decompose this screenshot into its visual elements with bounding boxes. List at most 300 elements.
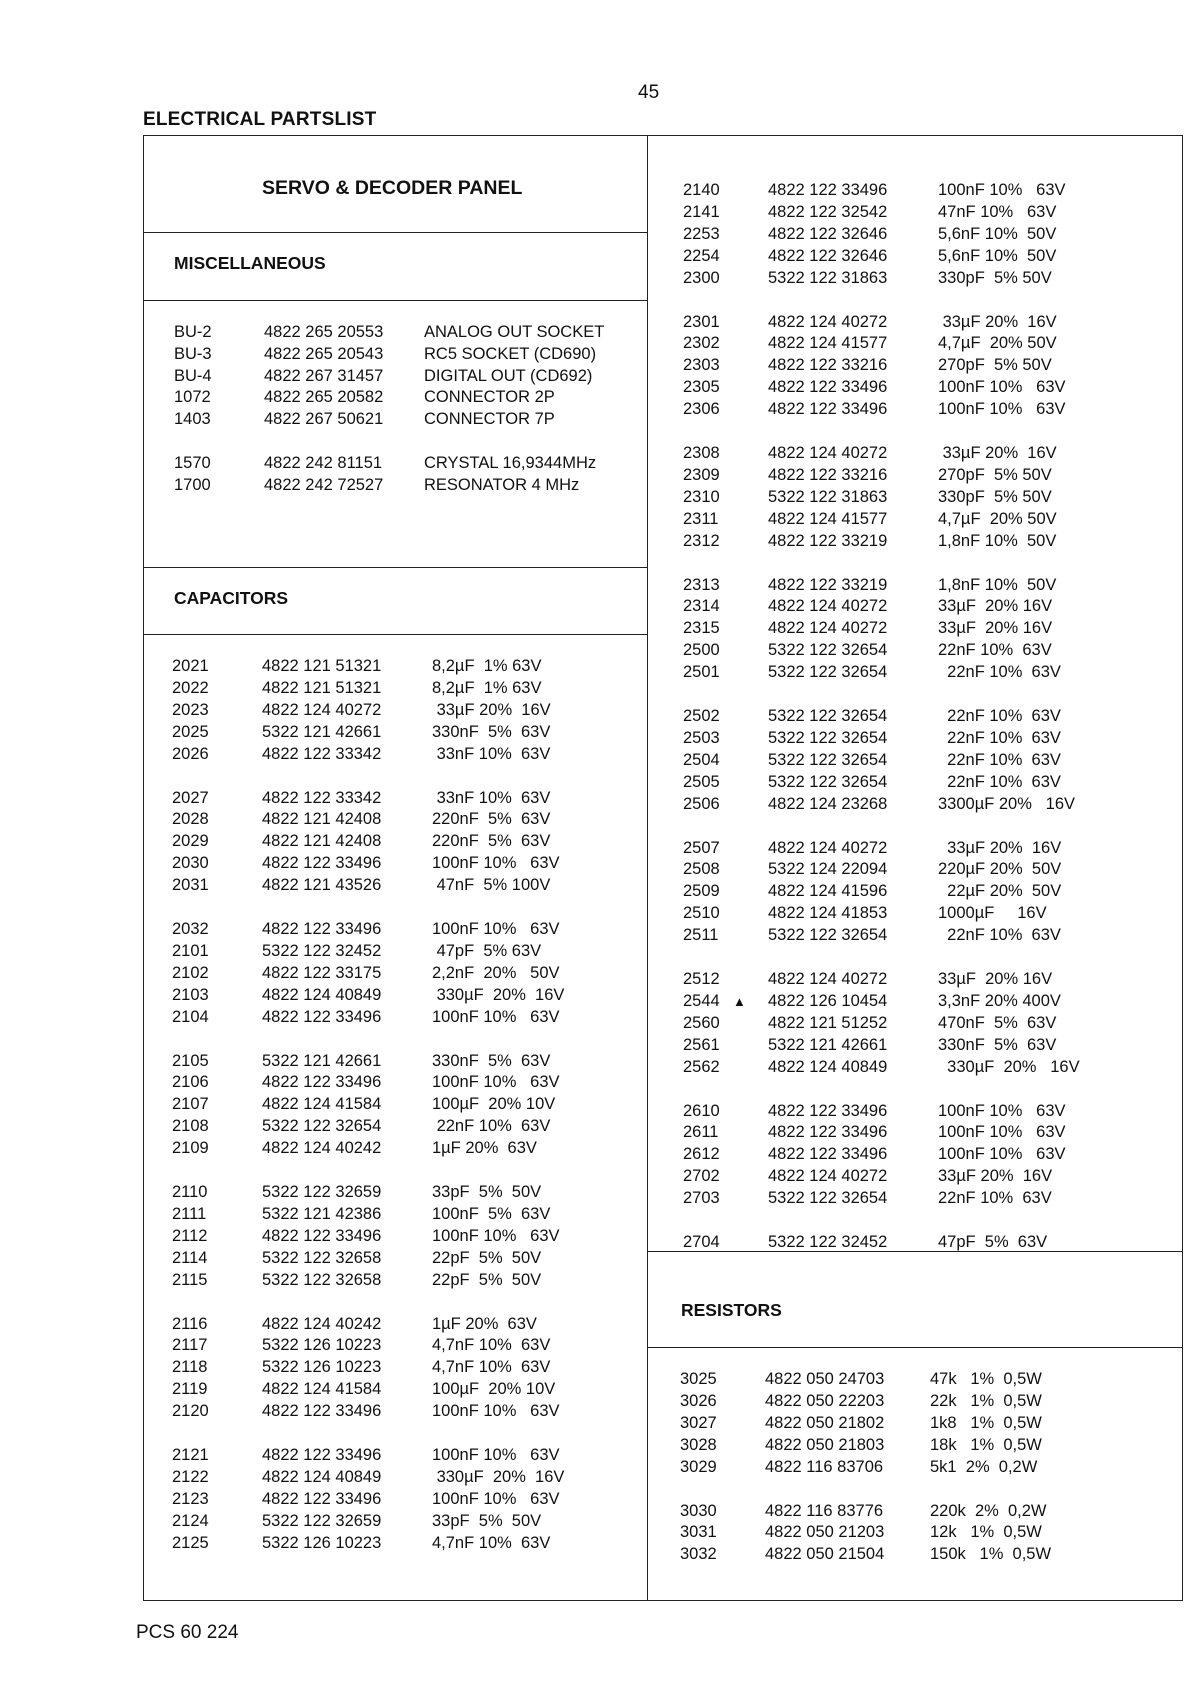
part-code: 4822 242 72527 (264, 475, 384, 494)
part-description: 100µF 20% 10V (432, 1380, 556, 1399)
part-row (683, 903, 1163, 923)
part-position: 3026 (680, 1391, 717, 1410)
part-row (683, 772, 1163, 792)
part-code: 4822 050 21203 (765, 1523, 885, 1542)
part-code: 5322 122 32654 (768, 750, 888, 769)
part-code: 4822 124 40849 (262, 1467, 382, 1486)
part-position: 2141 (683, 202, 720, 221)
part-row (683, 377, 1163, 397)
part-code: 5322 122 32654 (768, 707, 888, 725)
part-position: 2022 (172, 678, 209, 697)
part-description: 100µF 20% 10V (432, 1095, 556, 1114)
part-row (172, 809, 632, 829)
part-description: 8,2µF 1% 63V (432, 678, 542, 697)
part-code: 4822 124 40242 (262, 1139, 382, 1158)
part-description: 33nF 10% 63V (432, 744, 551, 763)
part-row (172, 1379, 632, 1399)
part-row (172, 1357, 632, 1377)
part-description: 22nF 10% 63V (432, 1117, 551, 1136)
part-position: 3030 (680, 1501, 717, 1520)
part-description: 100nF 10% 63V (938, 1123, 1066, 1142)
part-code: 4822 122 32542 (768, 202, 888, 221)
part-position: 3025 (680, 1370, 717, 1388)
part-position: 2101 (172, 941, 209, 960)
part-code: 4822 122 33496 (768, 181, 888, 199)
part-row (174, 409, 634, 429)
part-position: 2313 (683, 575, 720, 594)
part-code: 4822 267 31457 (264, 366, 384, 385)
part-row (683, 531, 1163, 551)
part-position: 2121 (172, 1446, 209, 1464)
part-position: BU-4 (174, 366, 212, 385)
part-row (172, 1072, 632, 1092)
part-code: 5322 126 10223 (262, 1533, 382, 1552)
part-position: 2125 (172, 1533, 209, 1552)
part-position: 2023 (172, 700, 209, 719)
part-row (680, 1457, 1160, 1477)
part-row (172, 1138, 632, 1158)
part-description: 5k1 2% 0,2W (930, 1457, 1038, 1476)
part-code: 5322 122 32658 (262, 1270, 382, 1289)
part-row (174, 322, 634, 342)
part-row (172, 678, 632, 698)
part-description: 33µF 20% 16V (938, 838, 1062, 857)
part-code: 4822 122 32646 (768, 224, 888, 243)
part-description: 33µF 20% 16V (938, 619, 1053, 638)
part-row (683, 1232, 1163, 1252)
part-position: 2504 (683, 750, 720, 769)
part-code: 4822 121 43526 (262, 876, 382, 895)
section-heading-capacitors: CAPACITORS (174, 588, 289, 608)
part-description: 4,7µF 20% 50V (938, 334, 1057, 353)
part-code: 5322 121 42661 (262, 722, 382, 741)
part-row (172, 1051, 632, 1071)
part-code: 4822 122 33496 (262, 1489, 382, 1508)
part-row (172, 1182, 632, 1202)
part-row (172, 1489, 632, 1509)
part-row (172, 700, 632, 720)
part-code: 4822 265 20553 (264, 323, 384, 341)
divider (647, 1347, 1183, 1348)
part-position: 2503 (683, 728, 720, 747)
part-position: 2300 (683, 268, 720, 287)
part-code: 5322 124 22094 (768, 860, 888, 879)
part-position: 2309 (683, 465, 720, 484)
part-code: 4822 122 33496 (262, 854, 382, 873)
part-description: 100nF 10% 63V (938, 181, 1066, 199)
part-description: 22µF 20% 50V (938, 882, 1062, 901)
part-description: 470nF 5% 63V (938, 1013, 1057, 1032)
part-row (172, 656, 632, 676)
part-row (172, 919, 632, 939)
part-row (174, 453, 634, 473)
part-position: 2704 (683, 1233, 720, 1251)
part-position: 2109 (172, 1139, 209, 1158)
part-description: 100nF 10% 63V (432, 1446, 560, 1464)
part-description: 100nF 10% 63V (432, 1402, 560, 1421)
document-title: ELECTRICAL PARTSLIST (143, 109, 377, 130)
part-description: 33µF 20% 16V (938, 1167, 1053, 1186)
part-code: 4822 122 33496 (768, 378, 888, 397)
part-position: 2108 (172, 1117, 209, 1136)
part-code: 4822 122 33496 (262, 1446, 382, 1464)
part-code: 4822 265 20543 (264, 344, 384, 363)
part-position: 2302 (683, 334, 720, 353)
part-row (172, 1314, 632, 1334)
part-description: 1,8nF 10% 50V (938, 531, 1057, 550)
part-row (172, 788, 632, 808)
part-position: 2510 (683, 904, 720, 923)
section-heading-miscellaneous: MISCELLANEOUS (174, 253, 326, 273)
part-description: 22nF 10% 63V (938, 750, 1061, 769)
part-description: 47nF 5% 100V (432, 876, 551, 895)
part-code: 4822 122 33342 (262, 788, 382, 807)
part-row (680, 1391, 1160, 1411)
part-description: CONNECTOR 7P (424, 410, 555, 429)
part-position: 2253 (683, 224, 720, 243)
part-row (172, 853, 632, 873)
part-description: 100nF 10% 63V (432, 854, 560, 873)
part-description: 33µF 20% 16V (938, 597, 1053, 616)
divider (143, 634, 648, 635)
part-description: 47pF 5% 63V (432, 941, 542, 960)
part-row (172, 1226, 632, 1246)
part-position: 2501 (683, 663, 720, 682)
part-row (172, 1511, 632, 1531)
part-position: 2305 (683, 378, 720, 397)
part-position: 2031 (172, 876, 209, 895)
part-description: 47pF 5% 63V (938, 1233, 1048, 1251)
part-code: 4822 116 83706 (765, 1457, 884, 1476)
part-code: 4822 122 33496 (262, 1226, 382, 1245)
part-description: 4,7nF 10% 63V (432, 1336, 551, 1355)
part-position: 2110 (172, 1183, 208, 1201)
part-row (174, 366, 634, 386)
part-code: 5322 122 32654 (768, 772, 888, 791)
part-row (174, 387, 634, 407)
part-row (172, 1467, 632, 1487)
part-row (683, 202, 1163, 222)
part-position: 2314 (683, 597, 720, 616)
part-code: 4822 124 41584 (262, 1095, 382, 1114)
part-description: 100nF 10% 63V (938, 378, 1066, 397)
part-position: 2124 (172, 1511, 209, 1530)
part-description: 100nF 10% 63V (938, 1101, 1066, 1120)
part-description: 22nF 10% 63V (938, 1189, 1052, 1208)
part-code: 4822 242 81151 (264, 454, 383, 472)
safety-warning-icon: ▲ (733, 993, 746, 1009)
part-description: 100nF 10% 63V (938, 400, 1066, 419)
part-position: 2610 (683, 1101, 720, 1120)
divider (143, 232, 648, 233)
part-description: 33µF 20% 16V (938, 970, 1053, 988)
part-code: 4822 124 40272 (262, 700, 382, 719)
divider (143, 300, 648, 301)
part-code: 5322 122 32659 (262, 1183, 382, 1201)
part-position: 2030 (172, 854, 209, 873)
part-description: 330nF 5% 63V (938, 1035, 1057, 1054)
part-row (683, 991, 1163, 1011)
part-row (680, 1501, 1160, 1521)
part-row (683, 838, 1163, 858)
part-position: 2507 (683, 838, 720, 857)
part-description: 22nF 10% 63V (938, 707, 1061, 725)
part-description: 1,8nF 10% 50V (938, 575, 1057, 594)
part-row (172, 1533, 632, 1553)
part-description: 3300µF 20% 16V (938, 794, 1076, 813)
part-code: 4822 122 33219 (768, 575, 888, 594)
part-code: 4822 124 40272 (768, 619, 888, 638)
part-description: 33µF 20% 16V (938, 312, 1057, 331)
part-code: 4822 122 33496 (768, 1145, 888, 1164)
part-description: CONNECTOR 2P (424, 388, 555, 407)
part-position: 2106 (172, 1073, 209, 1092)
part-code: 4822 050 21802 (765, 1413, 885, 1432)
part-description: 3,3nF 20% 400V (938, 991, 1061, 1010)
part-description: 100nF 5% 63V (432, 1204, 551, 1223)
part-code: 4822 122 32646 (768, 246, 888, 265)
part-row (683, 640, 1163, 660)
part-position: 3028 (680, 1435, 717, 1454)
part-description: 5,6nF 10% 50V (938, 224, 1057, 243)
part-row (683, 1035, 1163, 1055)
part-row (172, 1204, 632, 1224)
part-description: 5,6nF 10% 50V (938, 246, 1057, 265)
part-code: 4822 122 33496 (262, 1007, 382, 1026)
part-row (174, 344, 634, 364)
part-description: 220nF 5% 63V (432, 810, 551, 829)
part-position: 2702 (683, 1167, 720, 1186)
part-row (683, 1057, 1163, 1077)
part-position: 2612 (683, 1145, 720, 1164)
section-heading-resistors: RESISTORS (681, 1300, 782, 1320)
part-row (683, 662, 1163, 682)
part-description: 47k 1% 0,5W (930, 1370, 1042, 1388)
part-code: 4822 124 40272 (768, 312, 888, 331)
page-number: 45 (638, 82, 660, 103)
part-row (683, 1122, 1163, 1142)
part-code: 4822 124 41577 (768, 334, 888, 353)
part-code: 4822 121 51252 (768, 1013, 888, 1032)
part-description: 22nF 10% 63V (938, 663, 1061, 682)
part-code: 5322 122 32658 (262, 1248, 382, 1267)
part-code: 4822 121 51321 (262, 657, 382, 675)
part-position: 2312 (683, 531, 720, 550)
part-code: 4822 050 21504 (765, 1545, 885, 1564)
part-row (683, 1166, 1163, 1186)
part-position: 2114 (172, 1248, 208, 1267)
part-row (683, 794, 1163, 814)
part-row (172, 1335, 632, 1355)
part-description: 1k8 1% 0,5W (930, 1413, 1042, 1432)
part-row (683, 355, 1163, 375)
part-code: 4822 124 40272 (768, 1167, 888, 1186)
part-code: 4822 124 40849 (262, 985, 382, 1004)
part-description: 33pF 5% 50V (432, 1511, 542, 1530)
part-code: 4822 124 40849 (768, 1057, 888, 1076)
part-code: 5322 121 42661 (262, 1051, 382, 1070)
part-code: 4822 122 33216 (768, 356, 888, 375)
part-position: 2115 (172, 1270, 208, 1289)
part-code: 4822 265 20582 (264, 388, 384, 407)
part-description: 22nF 10% 63V (938, 728, 1061, 747)
part-position: 2122 (172, 1467, 209, 1486)
footer-code: PCS 60 224 (136, 1622, 239, 1643)
part-row (683, 1013, 1163, 1033)
part-description: 2,2nF 20% 50V (432, 963, 560, 982)
part-row (172, 1248, 632, 1268)
part-row (683, 575, 1163, 595)
part-position: 2254 (683, 246, 720, 265)
part-row (683, 728, 1163, 748)
divider (143, 567, 648, 568)
part-description: 22nF 10% 63V (938, 641, 1052, 660)
part-position: 1072 (174, 388, 211, 407)
part-description: 330nF 5% 63V (432, 722, 551, 741)
part-row (680, 1369, 1160, 1389)
part-code: 4822 267 50621 (264, 410, 384, 429)
part-code: 4822 124 40272 (768, 597, 888, 616)
part-code: 5322 122 31863 (768, 268, 888, 287)
part-code: 5322 122 32654 (768, 926, 888, 945)
part-position: 2303 (683, 356, 720, 375)
part-code: 5322 122 32654 (768, 663, 888, 682)
part-description: 1µF 20% 63V (432, 1139, 537, 1158)
part-description: 18k 1% 0,5W (930, 1435, 1042, 1454)
part-position: 2120 (172, 1402, 209, 1421)
part-code: 5322 122 32654 (262, 1117, 382, 1136)
part-code: 4822 124 40272 (768, 838, 888, 857)
part-description: 100nF 10% 63V (432, 1073, 560, 1092)
part-position: 2103 (172, 985, 209, 1004)
part-code: 5322 122 31863 (768, 487, 888, 506)
part-code: 4822 124 40242 (262, 1314, 382, 1333)
part-row (683, 596, 1163, 616)
part-position: 2102 (172, 963, 209, 982)
part-row (172, 1094, 632, 1114)
part-description: 1000µF 16V (938, 904, 1047, 923)
part-position: 2025 (172, 722, 209, 741)
part-position: 2027 (172, 788, 209, 807)
part-row (683, 246, 1163, 266)
part-description: 22k 1% 0,5W (930, 1391, 1042, 1410)
part-position: 2123 (172, 1489, 209, 1508)
part-position: 3027 (680, 1413, 717, 1432)
part-description: 100nF 10% 63V (432, 1007, 560, 1026)
part-description: 22nF 10% 63V (938, 926, 1061, 945)
part-row (172, 963, 632, 983)
part-position: 2032 (172, 920, 209, 938)
part-code: 4822 116 83776 (765, 1501, 884, 1520)
part-code: 5322 126 10223 (262, 1336, 382, 1355)
part-position: 2502 (683, 707, 720, 725)
part-row (683, 1101, 1163, 1121)
part-row (683, 399, 1163, 419)
part-code: 4822 121 51321 (262, 678, 382, 697)
part-position: 2116 (172, 1314, 208, 1333)
part-code: 5322 121 42386 (262, 1204, 382, 1223)
part-code: 4822 122 33496 (262, 1073, 382, 1092)
part-row (683, 487, 1163, 507)
part-position: 2118 (172, 1358, 208, 1377)
part-code: 4822 124 41577 (768, 509, 888, 528)
part-description: 220µF 20% 50V (938, 860, 1062, 879)
part-code: 4822 124 41596 (768, 882, 888, 901)
part-code: 5322 122 32654 (768, 1189, 888, 1208)
part-description: 4,7nF 10% 63V (432, 1358, 551, 1377)
part-description: 4,7µF 20% 50V (938, 509, 1057, 528)
part-code: 4822 122 33496 (262, 1402, 382, 1421)
part-row (680, 1522, 1160, 1542)
part-row (683, 618, 1163, 638)
part-position: 3032 (680, 1545, 717, 1564)
part-description: CRYSTAL 16,9344MHz (424, 454, 597, 472)
part-row (683, 750, 1163, 770)
part-position: 2301 (683, 312, 720, 331)
part-description: 100nF 10% 63V (938, 1145, 1066, 1164)
part-position: 3029 (680, 1457, 717, 1476)
part-position: 2119 (172, 1380, 208, 1399)
part-code: 5322 122 32659 (262, 1511, 382, 1530)
part-row (172, 1116, 632, 1136)
part-code: 4822 124 23268 (768, 794, 888, 813)
part-code: 4822 122 33216 (768, 465, 888, 484)
part-description: 8,2µF 1% 63V (432, 657, 542, 675)
part-row (172, 875, 632, 895)
part-position: 2021 (172, 657, 209, 675)
part-code: 5322 122 32654 (768, 728, 888, 747)
part-description: 4,7nF 10% 63V (432, 1533, 551, 1552)
part-code: 5322 122 32452 (768, 1233, 888, 1251)
part-description: 100nF 10% 63V (432, 1226, 560, 1245)
part-row (680, 1544, 1160, 1564)
part-description: 330pF 5% 50V (938, 268, 1052, 287)
part-row (174, 475, 634, 495)
part-position: 2505 (683, 772, 720, 791)
part-code: 4822 121 42408 (262, 832, 382, 851)
part-position: 2111 (172, 1204, 207, 1223)
part-code: 4822 122 33219 (768, 531, 888, 550)
part-code: 5322 122 32654 (768, 641, 888, 660)
part-position: 2117 (172, 1336, 208, 1355)
part-description: RESONATOR 4 MHz (424, 475, 580, 494)
part-position: 2028 (172, 810, 209, 829)
part-position: 2562 (683, 1057, 720, 1076)
part-position: 2107 (172, 1095, 209, 1114)
part-row (172, 1401, 632, 1421)
part-description: 330µF 20% 16V (432, 1467, 565, 1486)
part-position: 2511 (683, 926, 719, 945)
part-position: 2308 (683, 444, 720, 462)
part-description: 1µF 20% 63V (432, 1314, 537, 1333)
part-row (683, 312, 1163, 332)
part-row (680, 1435, 1160, 1455)
part-code: 4822 122 33496 (262, 920, 382, 938)
part-position: 2611 (683, 1123, 719, 1142)
part-code: 4822 122 33342 (262, 744, 382, 763)
part-code: 4822 122 33496 (768, 400, 888, 419)
part-row (172, 722, 632, 742)
part-description: 22nF 10% 63V (938, 772, 1061, 791)
part-position: 1700 (174, 475, 211, 494)
part-code: 4822 124 40272 (768, 970, 888, 988)
part-position: 2029 (172, 832, 209, 851)
part-position: 3031 (680, 1523, 717, 1542)
part-row (683, 1144, 1163, 1164)
part-description: 33µF 20% 16V (432, 700, 551, 719)
part-description: 33µF 20% 16V (938, 444, 1057, 462)
part-row (683, 333, 1163, 353)
